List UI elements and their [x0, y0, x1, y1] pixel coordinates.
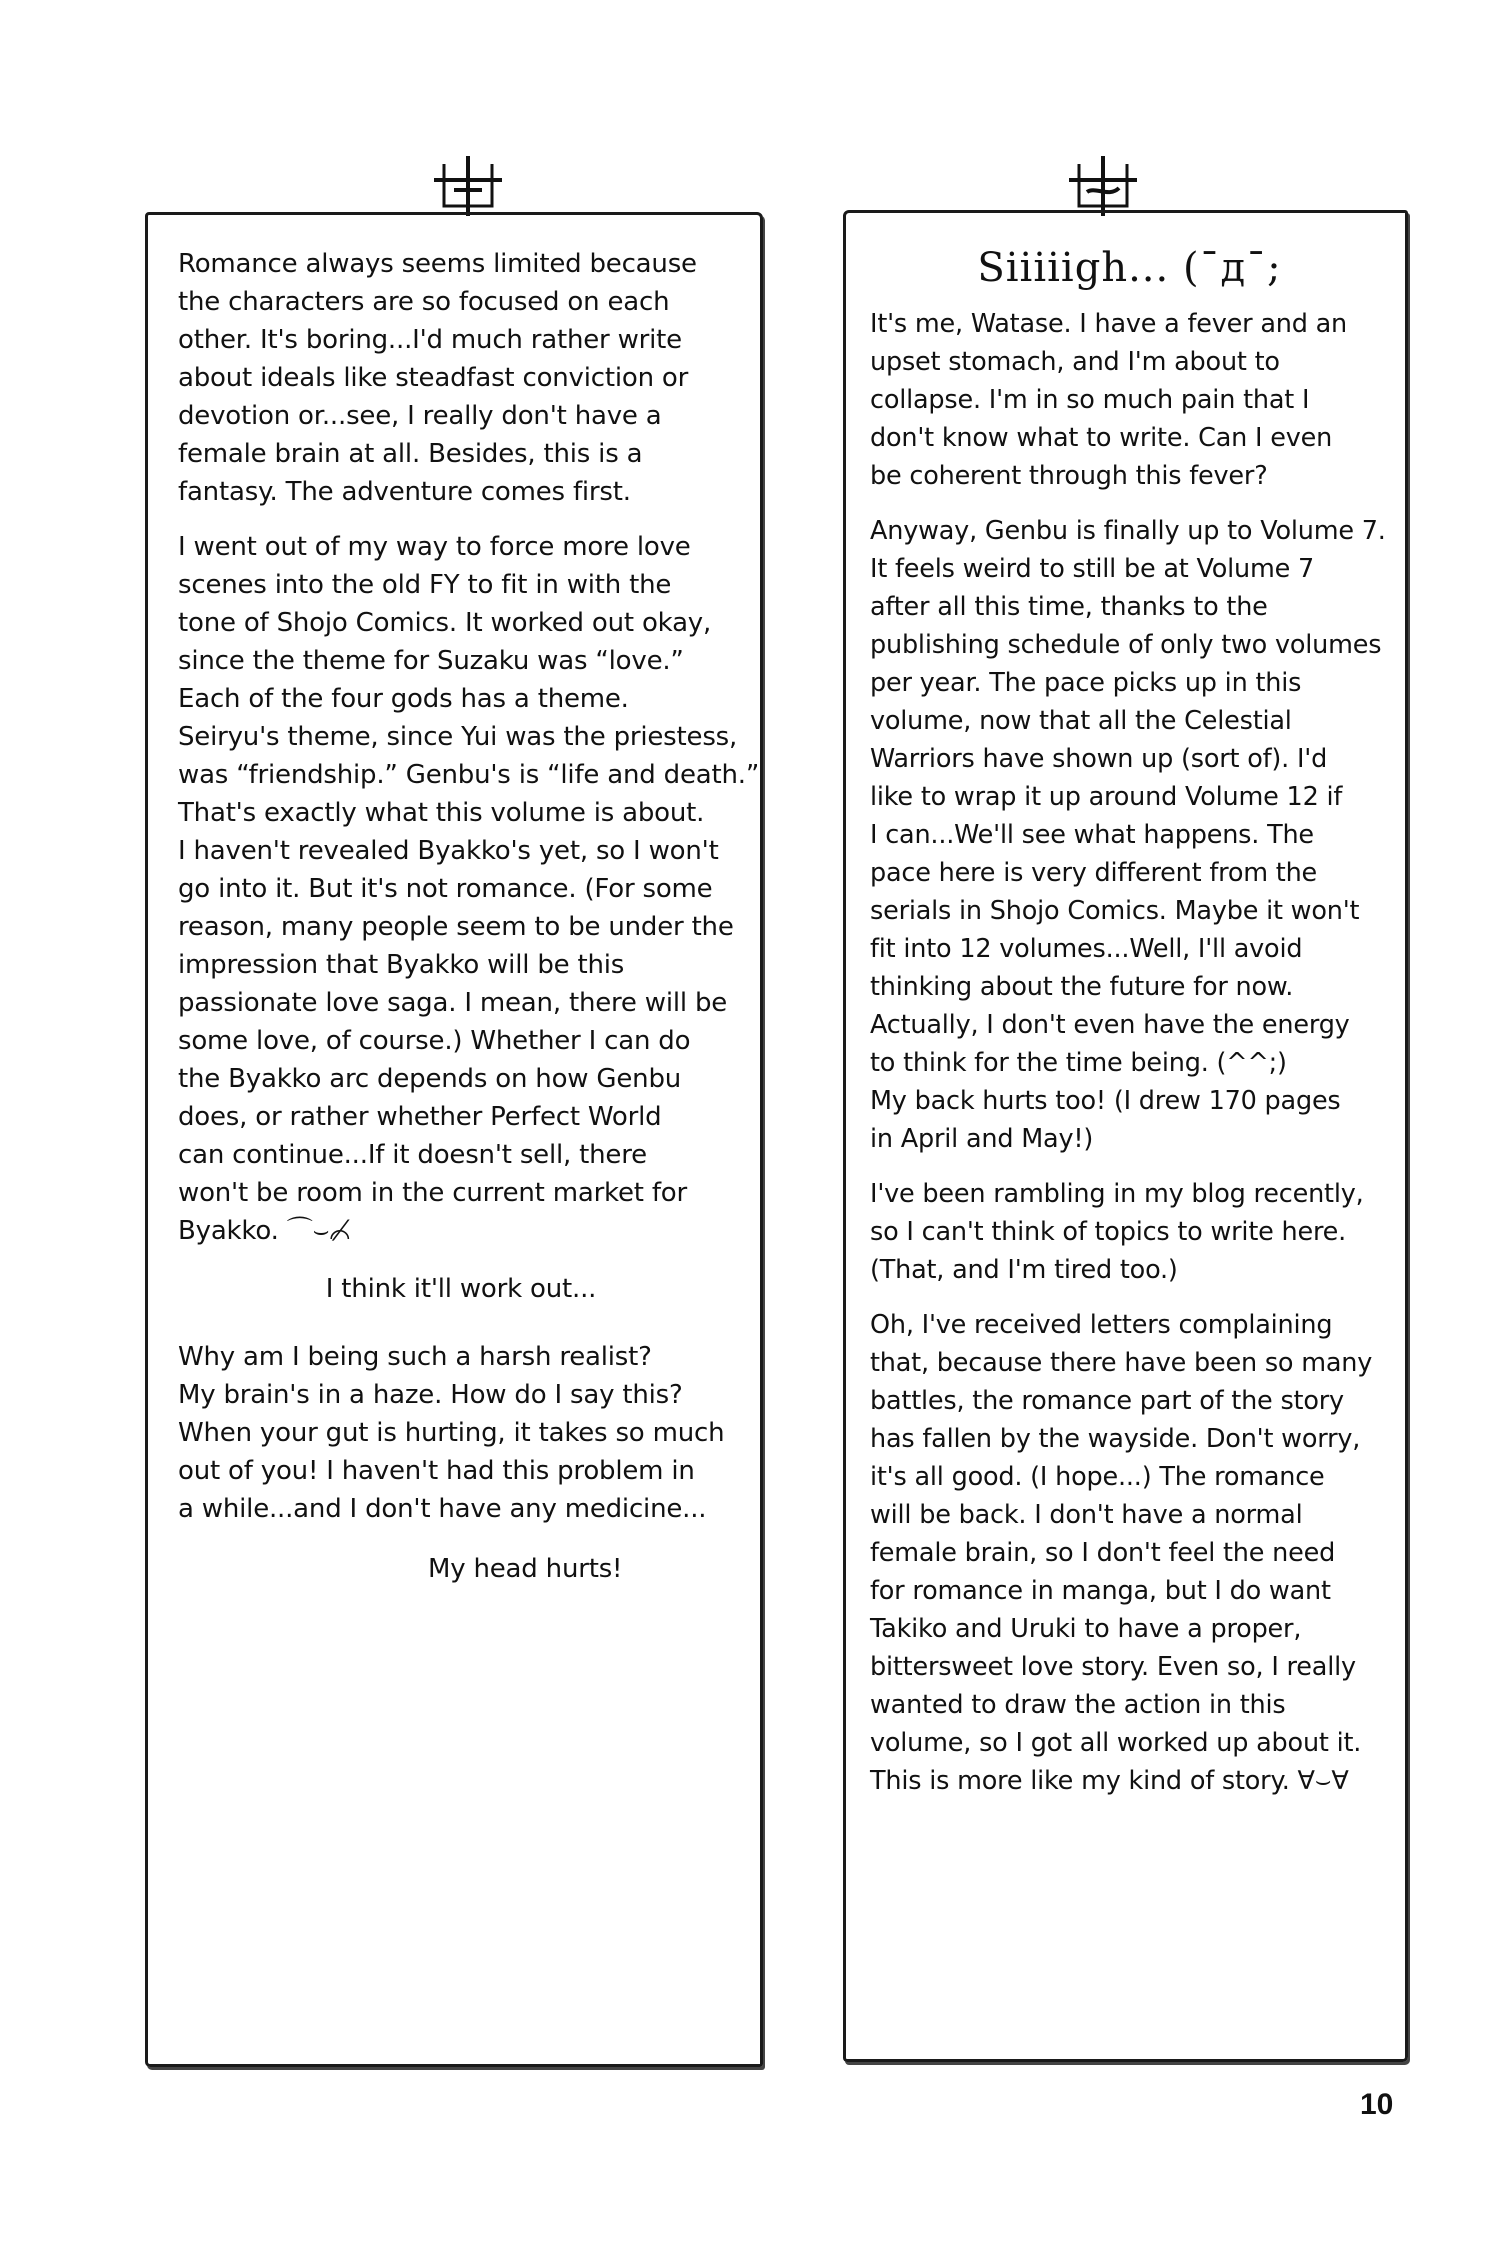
- text-line: can continue...If it doesn't sell, there: [178, 1140, 647, 1170]
- left-paragraph-3: [178, 1270, 744, 1308]
- text-line: the Byakko arc depends on how Genbu: [178, 1064, 682, 1094]
- text-line: My brain's in a haze. How do I say this?: [178, 1380, 683, 1410]
- text-line: upset stomach, and I'm about to: [870, 347, 1280, 377]
- text-line: does, or rather whether Perfect World: [178, 1102, 662, 1132]
- text-line: Anyway, Genbu is finally up to Volume 7.: [870, 516, 1386, 546]
- text-line: scenes into the old FY to fit in with the: [178, 570, 672, 600]
- text-line: Actually, I don't even have the energy: [870, 1010, 1350, 1040]
- text-line: My back hurts too! (I drew 170 pages: [870, 1086, 1341, 1116]
- left-paragraph-2: [178, 528, 760, 1250]
- text-line: like to wrap it up around Volume 12 if: [870, 782, 1343, 812]
- column-heading: Siiiiigh... (¯д¯;: [977, 245, 1282, 291]
- text-line: other. It's boring...I'd much rather write: [178, 325, 682, 355]
- text-line: tone of Shojo Comics. It worked out okay,: [178, 608, 712, 638]
- text-line: volume, so I got all worked up about it.: [870, 1728, 1362, 1758]
- text-line: Byakko. ⌒⌣⌒̸: [178, 1216, 350, 1246]
- text-line: serials in Shojo Comics. Maybe it won't: [870, 896, 1360, 926]
- text-line: female brain at all. Besides, this is a: [178, 439, 643, 469]
- text-line: after all this time, thanks to the: [870, 592, 1268, 622]
- text-line: devotion or...see, I really don't have a: [178, 401, 662, 431]
- text-line: I've been rambling in my blog recently,: [870, 1179, 1364, 1209]
- text-line: it's all good. (I hope...) The romance: [870, 1462, 1325, 1492]
- text-line: bittersweet love story. Even so, I really: [870, 1652, 1356, 1682]
- text-line: some love, of course.) Whether I can do: [178, 1026, 691, 1056]
- text-line: out of you! I haven't had this problem in: [178, 1456, 695, 1486]
- text-line: battles, the romance part of the story: [870, 1386, 1344, 1416]
- left-column-box: [145, 212, 763, 2067]
- text-line: has fallen by the wayside. Don't worry,: [870, 1424, 1361, 1454]
- text-line: Each of the four gods has a theme.: [178, 684, 629, 714]
- text-line: a while...and I don't have any medicine...: [178, 1494, 707, 1524]
- text-line: in April and May!): [870, 1124, 1094, 1154]
- text-line: Warriors have shown up (sort of). I'd: [870, 744, 1328, 774]
- text-line: to think for the time being. (^^;): [870, 1048, 1287, 1078]
- kanji-header-icon: [428, 150, 508, 220]
- text-line: Why am I being such a harsh realist?: [178, 1342, 652, 1372]
- text-line: volume, now that all the Celestial: [870, 706, 1292, 736]
- text-line: Takiko and Uruki to have a proper,: [870, 1614, 1302, 1644]
- text-line: will be back. I don't have a normal: [870, 1500, 1303, 1530]
- text-line: thinking about the future for now.: [870, 972, 1294, 1002]
- right-column-box: [843, 210, 1408, 2062]
- text-line: for romance in manga, but I do want: [870, 1576, 1331, 1606]
- text-line: go into it. But it's not romance. (For some: [178, 874, 713, 904]
- text-line: I think it'll work out...: [325, 1274, 597, 1304]
- text-line: per year. The pace picks up in this: [870, 668, 1302, 698]
- text-line: That's exactly what this volume is about.: [178, 798, 705, 828]
- text-line: pace here is very different from the: [870, 858, 1318, 888]
- text-line: won't be room in the current market for: [178, 1178, 687, 1208]
- text-line: I went out of my way to force more love: [178, 532, 691, 562]
- text-line: fantasy. The adventure comes first.: [178, 477, 631, 507]
- text-line: female brain, so I don't feel the need: [870, 1538, 1336, 1568]
- text-line: so I can't think of topics to write here.: [870, 1217, 1347, 1247]
- text-line: Oh, I've received letters complaining: [870, 1310, 1333, 1340]
- text-line: I haven't revealed Byakko's yet, so I won't: [178, 836, 719, 866]
- text-line: passionate love saga. I mean, there will be: [178, 988, 728, 1018]
- right-paragraph-3: [870, 1175, 1389, 1289]
- page-number: 10: [1360, 2088, 1394, 2121]
- text-line: Romance always seems limited because: [178, 249, 697, 279]
- text-line: don't know what to write. Can I even: [870, 423, 1333, 453]
- text-line: When your gut is hurting, it takes so much: [178, 1418, 725, 1448]
- left-paragraph-5: [178, 1550, 744, 1588]
- text-line: It feels weird to still be at Volume 7: [870, 554, 1315, 584]
- right-paragraph-4: [870, 1306, 1389, 1800]
- right-paragraph-2: [870, 512, 1389, 1158]
- right-column-text: [870, 245, 1389, 1817]
- text-line: This is more like my kind of story. ∀⌣∀: [870, 1766, 1349, 1796]
- text-line: since the theme for Suzaku was “love.”: [178, 646, 684, 676]
- text-line: that, because there have been so many: [870, 1348, 1373, 1378]
- text-line: Seiryu's theme, since Yui was the priestess,: [178, 722, 738, 752]
- text-line: My head hurts!: [428, 1554, 623, 1584]
- text-line: was “friendship.” Genbu's is “life and death.”: [178, 760, 760, 790]
- left-column-text: [178, 245, 760, 1605]
- text-line: be coherent through this fever?: [870, 461, 1268, 491]
- text-line: I can...We'll see what happens. The: [870, 820, 1314, 850]
- left-paragraph-4: [178, 1338, 744, 1528]
- left-column-header-icon: [428, 150, 508, 220]
- text-line: about ideals like steadfast conviction or: [178, 363, 689, 393]
- right-paragraph-1: [870, 305, 1389, 495]
- left-paragraph-1: [178, 245, 744, 511]
- text-line: It's me, Watase. I have a fever and an: [870, 309, 1348, 339]
- text-line: collapse. I'm in so much pain that I: [870, 385, 1310, 415]
- text-line: the characters are so focused on each: [178, 287, 670, 317]
- text-line: publishing schedule of only two volumes: [870, 630, 1382, 660]
- text-line: impression that Byakko will be this: [178, 950, 625, 980]
- text-line: (That, and I'm tired too.): [870, 1255, 1178, 1285]
- text-line: fit into 12 volumes...Well, I'll avoid: [870, 934, 1303, 964]
- text-line: reason, many people seem to be under the: [178, 912, 734, 942]
- text-line: wanted to draw the action in this: [870, 1690, 1286, 1720]
